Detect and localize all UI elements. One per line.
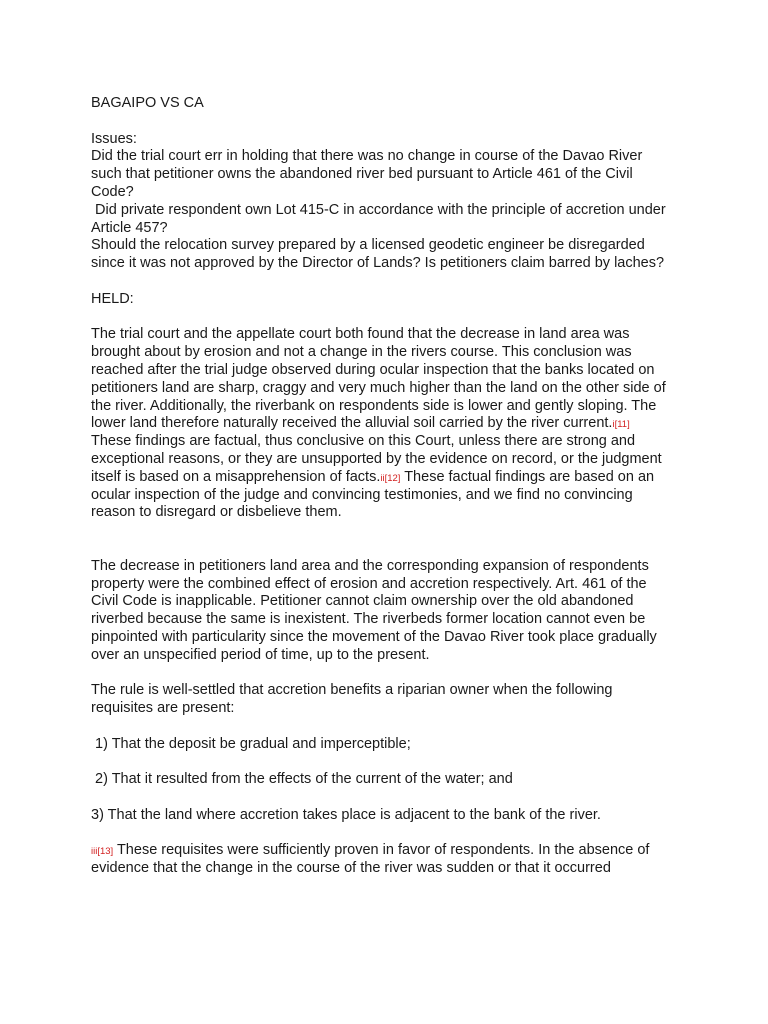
held-heading: HELD:: [91, 290, 134, 307]
held-paragraph-2: The decrease in petitioners land area and the corresponding expansion of respondents property were the combined effect of erosion and accretion respectively. Art. 461 of the Civil Code is inapplicable. Petitioner cannot claim ownership over the old abandoned riverbed because the same is inexistent. The riverbeds former location cannot even be pinpointed with particularity since the movement of the Davao River took place gradually over an unspecified period of time, up to the present.: [91, 557, 657, 663]
spacer: [91, 718, 671, 736]
held-paragraph-3: The rule is well-settled that accretion benefits a riparian owner when the following requisites are present:: [91, 682, 613, 717]
spacer: [91, 753, 671, 771]
requisite-1: 1) That the deposit be gradual and imperceptible;: [91, 735, 411, 752]
paragraph-text: These requisites were sufficiently proven in favor of respondents. In the absence of evidence that the change in the course of the river was sudden or that it occurred: [91, 842, 650, 877]
issue-1: Did the trial court err in holding that there was no change in course of the Davao River such that petitioner owns the abandoned river bed pursuant to Article 461 of the Civil Code?: [91, 148, 643, 200]
requisite-3: 3) That the land where accretion takes place is adjacent to the bank of the river.: [91, 806, 601, 823]
spacer: [91, 665, 671, 683]
spacer: [91, 309, 671, 327]
issues-heading: Issues:: [91, 130, 137, 147]
footnote-ref-11[interactable]: i[11]: [612, 419, 630, 431]
requisite-2: 2) That it resulted from the effects of the current of the water; and: [91, 771, 513, 788]
spacer: [91, 789, 671, 807]
spacer: [91, 825, 671, 843]
spacer: [91, 522, 671, 558]
held-paragraph-1: [91, 326, 671, 522]
issue-2: Did private respondent own Lot 415-C in accordance with the principle of accretion under Article 457?: [91, 201, 669, 236]
document-title: BAGAIPO VS CA: [91, 95, 204, 111]
footnote-ref-12[interactable]: ii[12]: [380, 472, 401, 484]
paragraph-text: These findings are factual, thus conclusive on this Court, unless there are strong and exceptional reasons, or they are unsupported by the evidence on record, or the judgment itself is based on a misapprehension of facts.: [91, 433, 662, 485]
paragraph-text: These factual findings are based on an ocular inspection of the judge and convincing testimonies, and we find no convincing reason to disregard or disbelieve them.: [91, 468, 655, 521]
document-body: [91, 95, 671, 878]
held-paragraph-4: [91, 842, 671, 878]
spacer: [91, 273, 671, 291]
issue-3: Should the relocation survey prepared by a licensed geodetic engineer be disregarded since it was not approved by the Director of Lands? Is petitioners claim barred by laches?: [91, 237, 665, 272]
footnote-ref-13[interactable]: iii[13]: [91, 846, 114, 858]
paragraph-text: The trial court and the appellate court both found that the decrease in land area was brought about by erosion and not a change in the rivers course. This conclusion was reached after the trial judge observed during ocular inspection that the banks located on petitioners land are sharp, craggy and very much higher than the land on the other side of the river. Additionally, the riverbank on respondents side is lower and gently sloping. The lower land therefore naturally received the alluvial soil carried by the river current.: [91, 326, 666, 432]
spacer: [91, 113, 671, 131]
